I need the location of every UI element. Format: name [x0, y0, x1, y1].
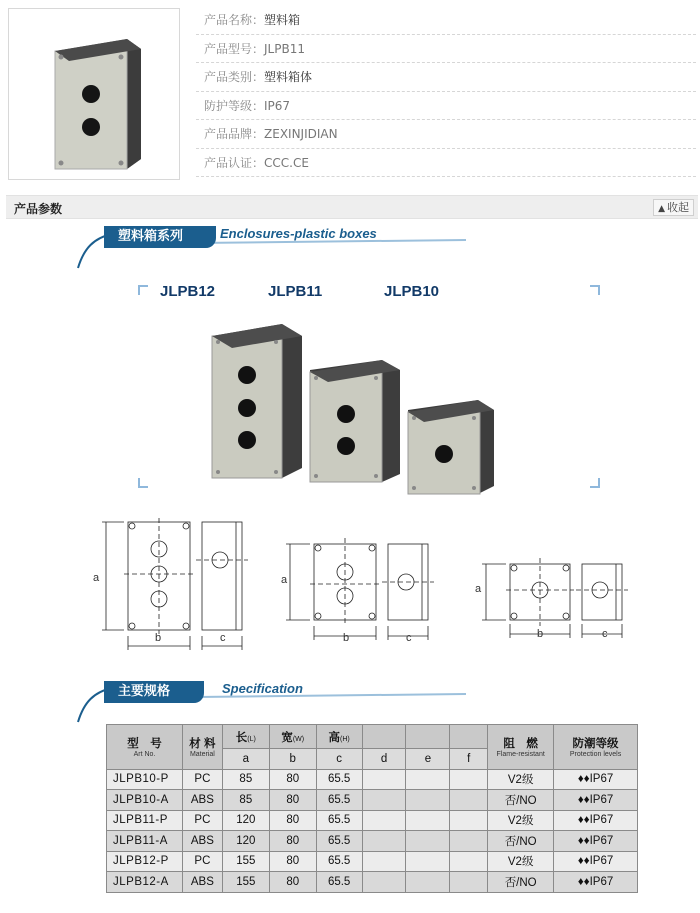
frame-corner — [138, 285, 148, 295]
info-row-brand: 产品品牌：ZEXINJIDIAN — [196, 120, 696, 149]
dim-label-c: c — [220, 632, 226, 644]
dim-label-a: a — [281, 574, 288, 586]
table-row: JLPB12-A ABS 155 80 65.5 否/NO ♦♦IP67 — [107, 872, 638, 893]
model-label-jlpb10: JLPB10 — [384, 283, 440, 300]
dim-label-b: b — [537, 628, 544, 640]
table-row: JLPB10-P PC 85 80 65.5 V2级 ♦♦IP67 — [107, 769, 638, 790]
col-length: 长(L) — [222, 725, 269, 749]
enclosures-photo — [200, 318, 500, 498]
dim-label-b: b — [343, 632, 350, 644]
model-label-jlpb12: JLPB12 — [160, 283, 216, 300]
product-params-bar — [6, 195, 698, 219]
frame-corner — [138, 478, 148, 488]
params-title: 产品参数 — [14, 202, 63, 216]
col-width: 宽(W) — [269, 725, 316, 749]
info-row-name: 产品名称：塑料箱 — [196, 6, 696, 35]
series-title-cn: 塑料箱系列 — [104, 226, 216, 248]
dimension-drawings — [96, 516, 656, 656]
info-row-category: 产品类别：塑料箱体 — [196, 63, 696, 92]
table-row: JLPB10-A ABS 85 80 65.5 否/NO ♦♦IP67 — [107, 790, 638, 811]
spec-title-en: Specification — [222, 681, 303, 696]
table-row: JLPB11-A ABS 120 80 65.5 否/NO ♦♦IP67 — [107, 831, 638, 852]
dim-label-a: a — [93, 572, 100, 584]
drops-icon: ♦♦ — [577, 855, 590, 868]
col-flame: 阻 燃 Flame-resistant — [488, 725, 554, 770]
plastic-box-image — [9, 9, 179, 179]
info-row-protection: 防护等级：IP67 — [196, 92, 696, 121]
collapse-button[interactable]: ▲ 收起 — [653, 199, 694, 216]
spec-table: 型 号 Art No. 材 料 Material 长(L) 宽(W) 高(H) 阻 燃 Flame-resistant 防潮等级 Protection levels a b c d e f JLPB10-P PC 85 80 65.5 V2级 ♦♦IP67 JLPB10-A ABS 85 80 65.5 否/NO ♦♦IP67 JLPB11-P PC 120 80 65.5 V2级 ♦♦IP67 JLPB11-A ABS 120 80 65.5 否/NO ♦♦IP67 JLPB12-P PC 155 80 65.5 V2级 ♦♦IP67 JLPB12-A ABS 155 80 65.5 否/NO ♦♦IP67 — [106, 724, 638, 893]
col-protection: 防潮等级 Protection levels — [554, 725, 638, 770]
drops-icon: ♦♦ — [577, 793, 590, 806]
drops-icon: ♦♦ — [577, 814, 590, 827]
series-title-en: Enclosures-plastic boxes — [220, 226, 377, 241]
frame-corner — [590, 285, 600, 295]
drops-icon: ♦♦ — [577, 834, 590, 847]
info-row-certification: 产品认证：CCC.CE — [196, 149, 696, 178]
drops-icon: ♦♦ — [577, 875, 590, 888]
model-label-jlpb11: JLPB11 — [268, 283, 323, 300]
product-info-list — [196, 6, 696, 177]
dim-label-c: c — [602, 628, 608, 640]
frame-corner — [590, 478, 600, 488]
chevron-up-icon: ▲ — [658, 204, 665, 214]
table-row: JLPB11-P PC 120 80 65.5 V2级 ♦♦IP67 — [107, 810, 638, 831]
dim-label-b: b — [155, 632, 162, 644]
col-height: 高(H) — [316, 725, 362, 749]
spec-title-cn: 主要规格 — [104, 681, 204, 703]
dim-label-c: c — [406, 632, 412, 644]
col-material: 材 料 Material — [182, 725, 222, 770]
info-row-model: 产品型号：JLPB11 — [196, 35, 696, 64]
dim-label-a: a — [475, 583, 482, 595]
col-art: 型 号 Art No. — [107, 725, 183, 770]
product-thumbnail[interactable] — [8, 8, 180, 180]
table-row: JLPB12-P PC 155 80 65.5 V2级 ♦♦IP67 — [107, 851, 638, 872]
drops-icon: ♦♦ — [577, 773, 590, 786]
